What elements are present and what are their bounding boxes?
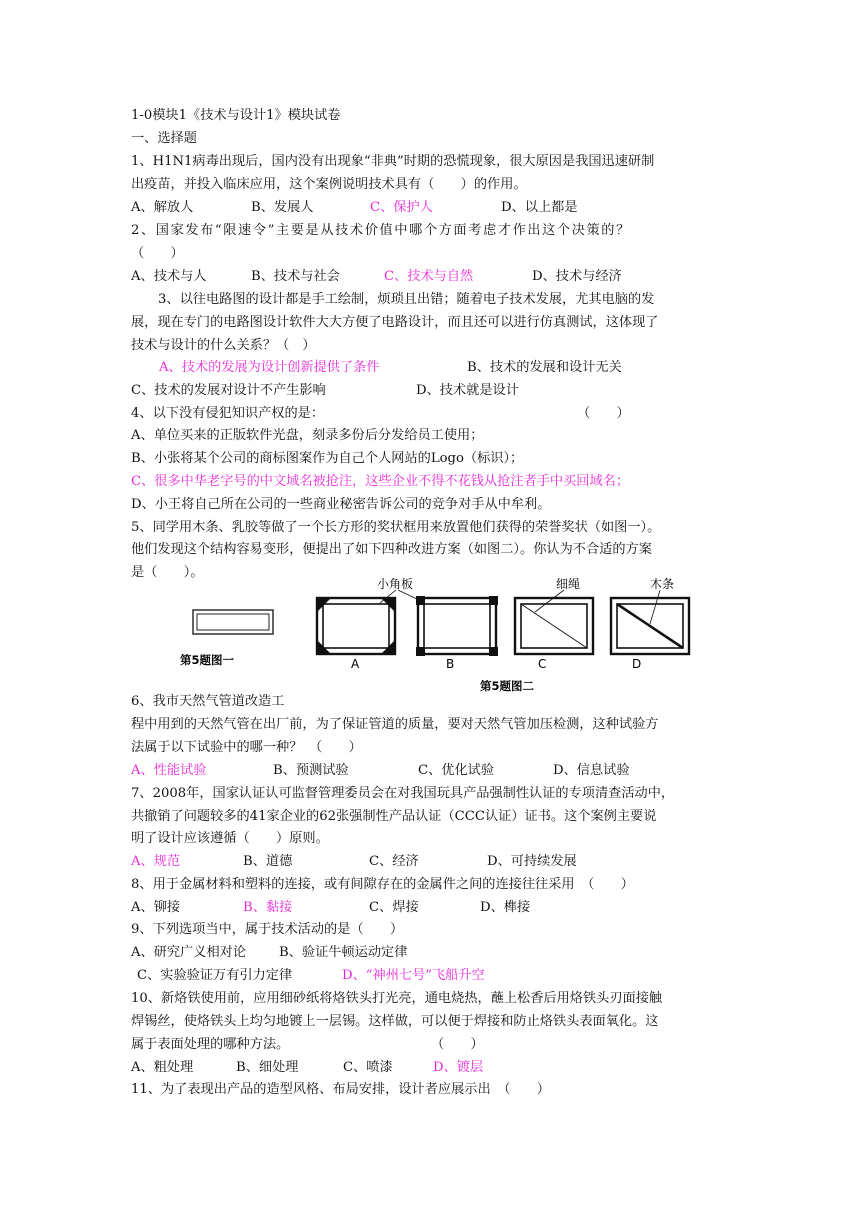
fig2-caption: 第5题图二 [480,679,535,693]
q5-figure [130,576,730,696]
section-heading: 一、选择题 [131,131,197,146]
q10-option-c: C、喷漆 [343,1060,393,1075]
label-small-plate: 小角板 [377,577,414,591]
q2-option-c: C、技术与自然 [384,269,474,284]
q7-option-b: B、道德 [243,854,293,869]
q5-stem-line3: 是（ ）。 [131,565,204,580]
frame-option-c [515,598,593,654]
q5-stem-line1: 5、同学用木条、乳胶等做了一个长方形的奖状框用来放置他们获得的荣誉奖状（如图一）。 [131,520,661,535]
q1-option-b: B、发展人 [251,200,314,215]
q2-stem-line1: 2、国家发布“限速令”主要是从技术价值中哪个方面考虑才作出这个决策的？ [131,223,631,238]
q6-option-d: D、信息试验 [553,763,630,778]
leader-small-plate-b [398,590,419,600]
q2-option-b: B、技术与社会 [251,269,340,284]
q9-option-a: A、研究广义相对论 [131,945,247,960]
frame-option-b [416,596,498,656]
fig-label-a: A [351,657,360,671]
q2-option-d: D、技术与经济 [532,269,622,284]
q10-option-a: A、粗处理 [131,1060,194,1075]
q4-option-a: A、单位买来的正版软件光盘，刻录多份后分发给员工使用； [131,428,484,443]
q1-option-d: D、以上都是 [501,200,578,215]
q7-option-d: D、可持续发展 [487,854,577,869]
label-wood-strip: 木条 [650,577,675,591]
q7-stem-line2: 共撤销了问题较多的41家企业的62张强制性产品认证（CCC认证）证书。这个案例主要说 [131,809,657,824]
q8-option-a: A、铆接 [131,900,181,915]
q9-option-d: D、“神州七号”飞船升空 [342,968,485,983]
q6-stem-line2: 程中用到的天然气管在出厂前，为了保证管道的质量，要对天然气管加压检测，这种试验方 [131,717,659,732]
q7-option-a: A、规范 [131,854,181,869]
q9-option-b: B、验证牛顿运动定律 [279,945,408,960]
q6-option-c: C、优化试验 [418,763,495,778]
q7-option-c: C、经济 [369,854,419,869]
q3-option-b: B、技术的发展和设计无关 [467,360,622,375]
q10-stem-line2: 焊锡丝，使烙铁头上均匀地镀上一层锡。这样做，可以便于焊接和防止烙铁头表面氧化。这 [131,1014,659,1029]
q7-stem-line3: 明了设计应该遵循（ ）原则。 [131,831,329,846]
exam-title: 1-0模块1《技术与设计1》模块试卷 [131,108,341,123]
q3-stem-line3: 技术与设计的什么关系？（ ） [131,338,316,353]
q8-option-b: B、黏接 [243,900,293,915]
q3-option-a: A、技术的发展为设计创新提供了条件 [159,360,380,375]
q10-stem-line1: 10、新烙铁使用前，应用细砂纸将烙铁头打光亮，通电烧热，蘸上松香后用烙铁头刃面接触 [131,991,663,1006]
fig-label-b: B [446,657,455,671]
q3-stem-line1: 3、以往电路图的设计都是手工绘制，烦琐且出错；随着电子技术发展，尤其电脑的发 [158,292,655,307]
fig-label-c: C [538,657,547,671]
q6-option-a: A、性能试验 [131,763,207,778]
q1-option-c: C、保护人 [370,200,433,215]
q6-option-b: B、预测试验 [273,763,349,778]
leader-thin-rope [535,590,564,612]
q4-option-d: D、小王将自己所在公司的一些商业秘密告诉公司的竞争对手从中牟利。 [131,497,551,512]
q10-option-b: B、细处理 [236,1060,299,1075]
q2-option-a: A、技术与人 [131,269,207,284]
q9-option-c: C、实验验证万有引力定律 [137,968,293,983]
q8-option-d: D、榫接 [480,900,531,915]
q6-stem-line1: 6、我市天然气管道改造工 [131,694,285,709]
q3-option-c: C、技术的发展对设计不产生影响 [131,383,326,398]
frame-figure-one [193,610,273,634]
label-thin-rope: 细绳 [556,577,581,591]
q2-stem-line2: （ ） [131,246,184,261]
q4-answer-paren: （ ） [577,406,630,421]
q10-stem-line3: 属于表面处理的哪种方法。 [131,1037,290,1052]
frame-option-a [317,598,395,654]
q10-option-d: D、镀层 [433,1060,484,1075]
q4-stem: 4、以下没有侵犯知识产权的是： [131,406,325,421]
q7-stem-line1: 7、2008年，国家认证认可监督管理委员会在对我国玩具产品强制性认证的专项清查活动中， [131,786,675,801]
q5-stem-line2: 他们发现这个结构容易变形，便提出了如下四种改进方案（如图二）。你认为不合适的方案 [131,542,652,557]
q8-option-c: C、焊接 [369,900,419,915]
q4-option-b: B、小张将某个公司的商标图案作为自己个人网站的Logo（标识）； [131,451,524,466]
q1-stem-line2: 出疫苗，并投入临床应用，这个案例说明技术具有（ ）的作用。 [131,177,527,192]
fig1-caption: 第5题图一 [180,653,235,667]
q3-option-d: D、技术就是设计 [416,383,519,398]
frame-option-d [611,598,689,654]
q4-option-c: C、很多中华老字号的中文域名被抢注，这些企业不得不花钱从抢注者手中买回域名； [131,474,630,489]
q11-stem: 11、为了表现出产品的造型风格、布局安排，设计者应展示出 （ ） [131,1082,550,1097]
q10-answer-paren: （ ） [431,1037,484,1052]
q1-option-a: A、解放人 [131,200,194,215]
q6-stem-line3: 法属于以下试验中的哪一种？ （ ） [131,740,362,755]
q8-stem: 8、用于金属材料和塑料的连接，或有间隙存在的金属件之间的连接往往采用 （ ） [131,877,634,892]
q9-stem: 9、下列选项当中，属于技术活动的是（ ） [131,922,404,937]
leader-wood-strip [650,590,660,624]
q3-stem-line2: 展，现在专门的电路图设计软件大大方便了电路设计，而且还可以进行仿真测试，这体现了 [131,315,659,330]
fig-label-d: D [632,657,642,671]
q1-stem-line1: 1、H1N1病毒出现后，国内没有出现象“非典”时期的恐慌现象，很大原因是我国迅速研制 [131,154,655,169]
